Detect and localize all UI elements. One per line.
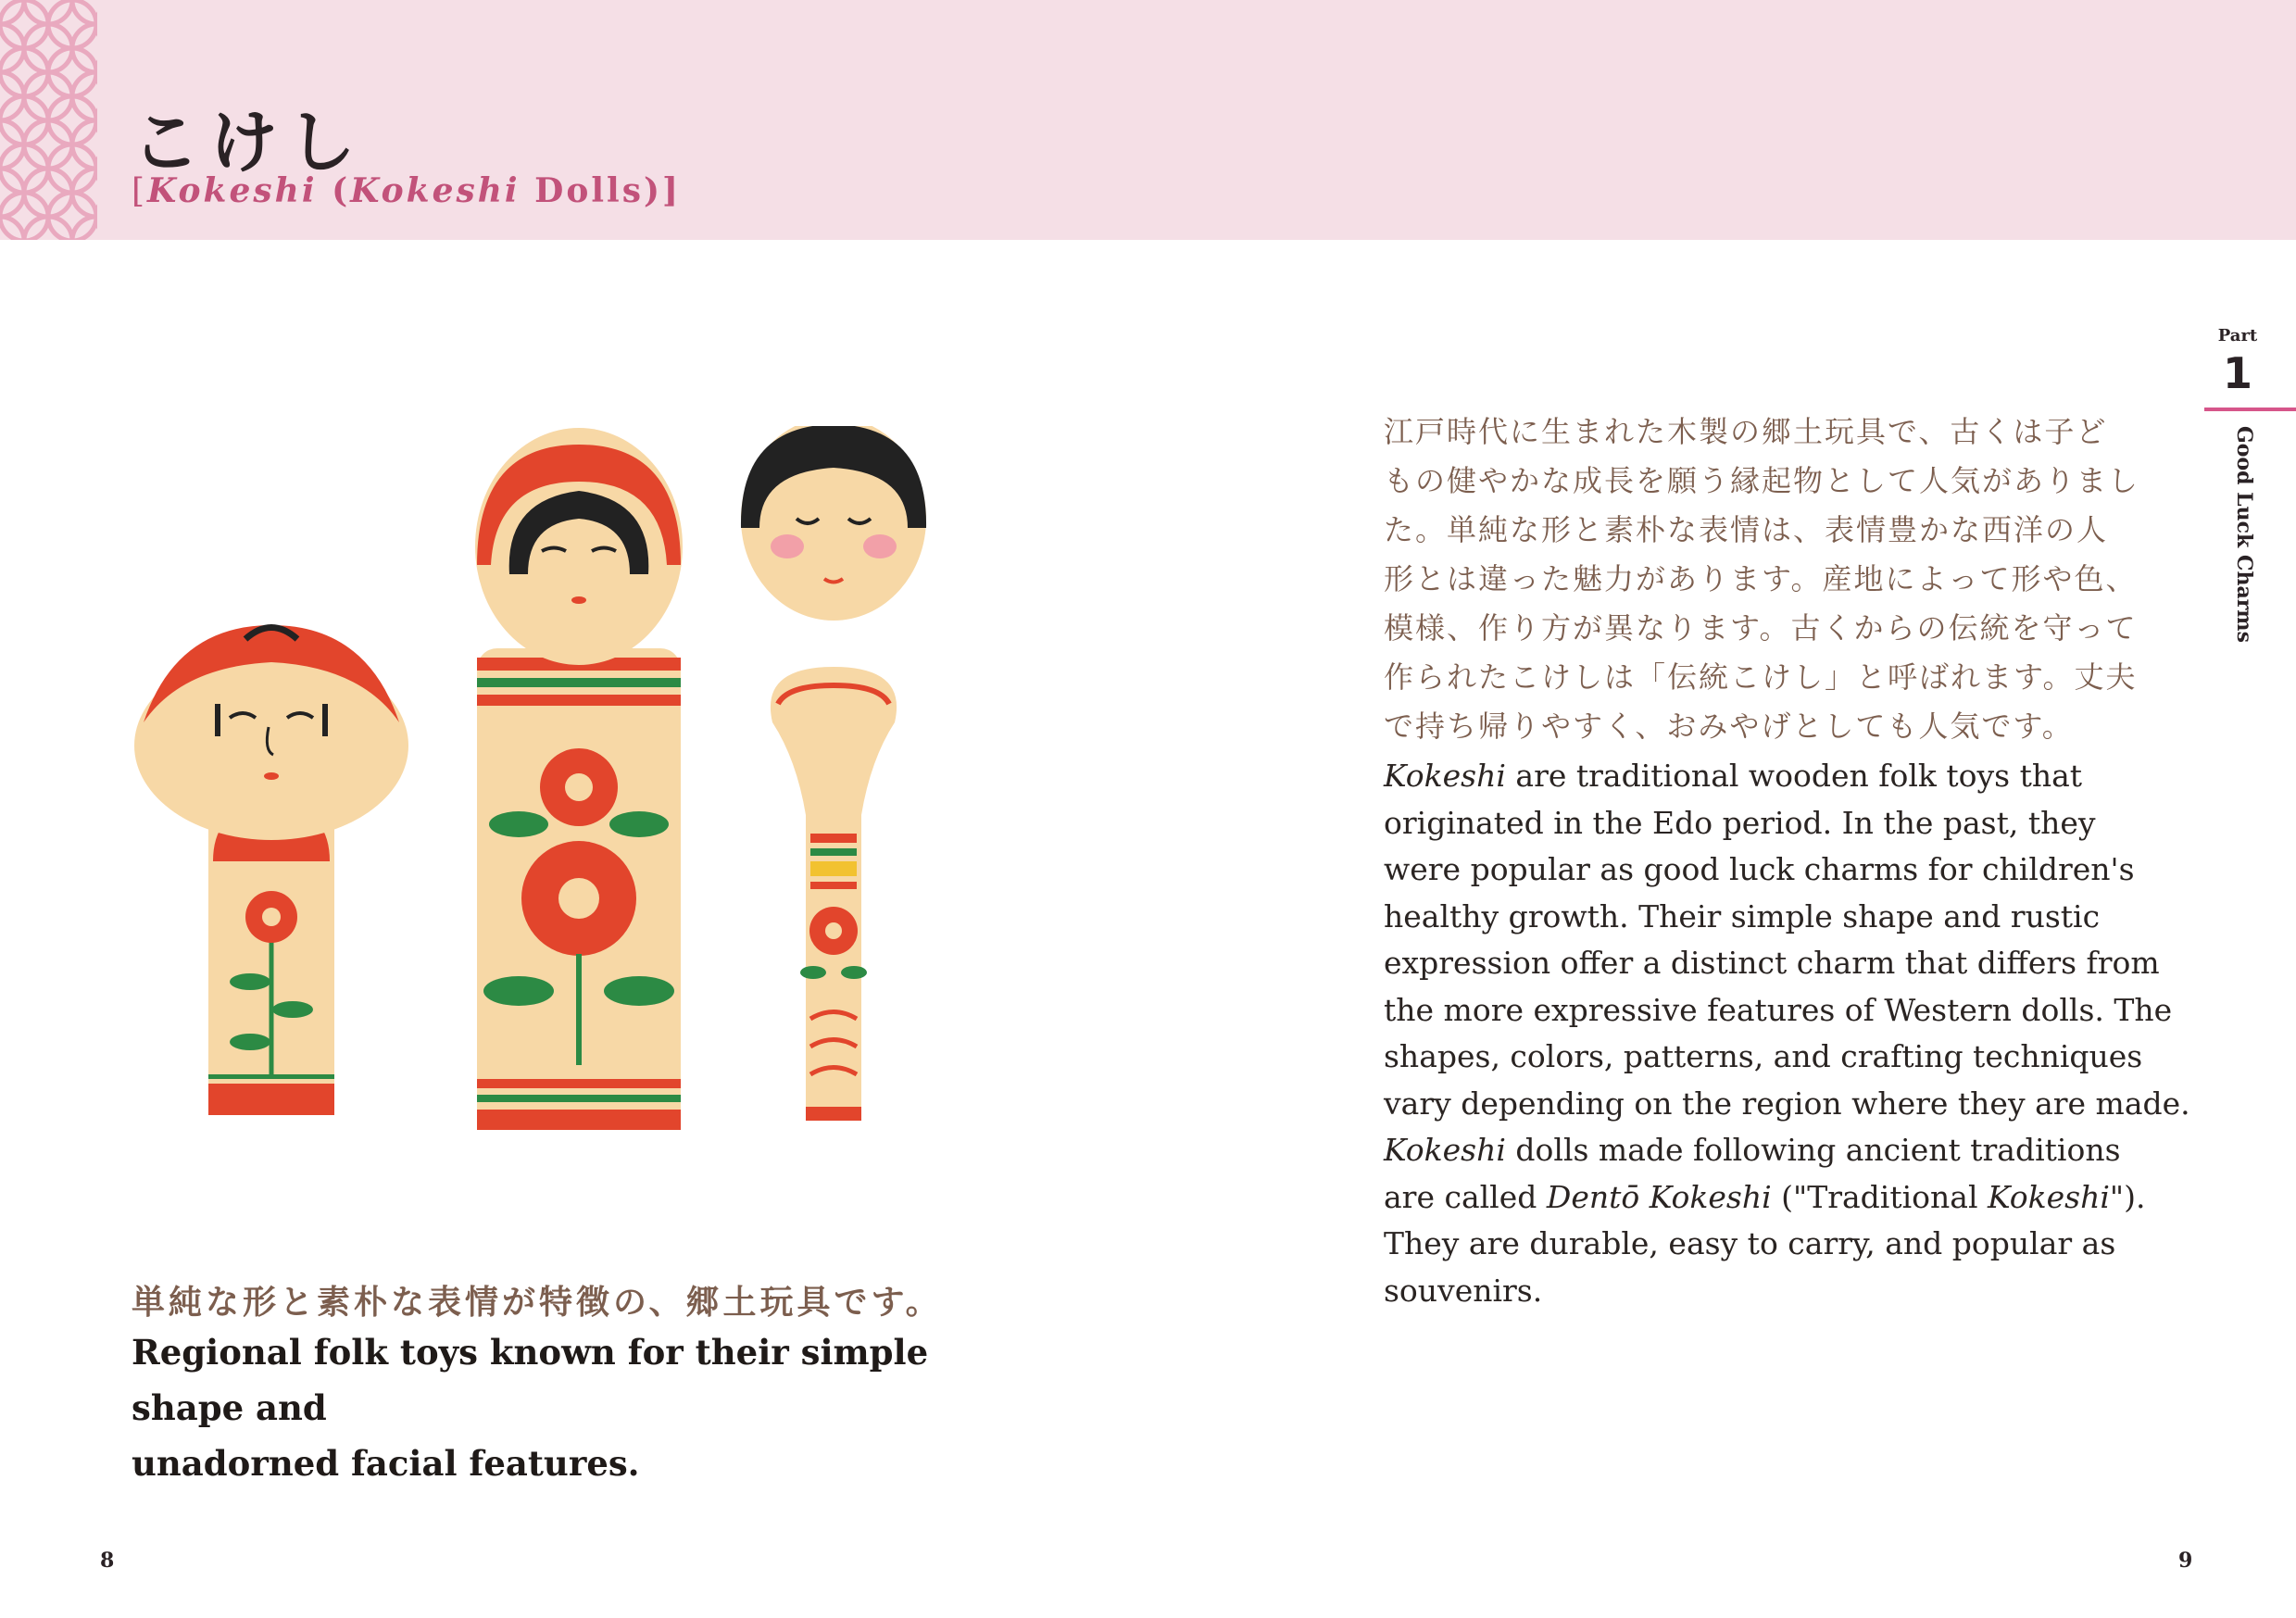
part-divider — [2204, 408, 2296, 411]
subtitle-open: [ — [132, 172, 148, 210]
body-japanese — [1384, 408, 2140, 751]
body-en-line: They are durable, easy to carry, and popular as — [1384, 1225, 2116, 1261]
body-en-emphasis: Kokeshi — [1384, 758, 1506, 794]
body-en-emphasis: Dentō Kokeshi — [1546, 1178, 1772, 1215]
body-en-line: souvenirs. — [1384, 1272, 1543, 1309]
body-en-text: ("Traditional — [1771, 1178, 1988, 1215]
kokeshi-doll-right — [741, 426, 926, 1121]
body-jp-line: た。単純な形と素朴な表情は、表情豊かな西洋の人 — [1384, 512, 2109, 547]
page-title: こけし — [132, 103, 365, 182]
body-english — [1384, 753, 2190, 1314]
body-en-line: healthy growth. Their simple shape and rustic — [1384, 897, 2101, 934]
body-en-text: are traditional wooden folk toys that — [1505, 758, 2083, 794]
body-en-line — [1384, 1174, 2146, 1222]
page-number-right: 9 — [2178, 1549, 2193, 1573]
body-jp-line: 形とは違った魅力があります。産地によって形や色、 — [1384, 561, 2138, 596]
kokeshi-doll-left — [134, 625, 408, 1115]
body-en-text: are called — [1384, 1178, 1547, 1215]
shippo-pattern — [0, 0, 97, 240]
part-number: 1 — [2222, 348, 2252, 398]
body-en-line: shapes, colors, patterns, and crafting techniques — [1384, 1038, 2143, 1074]
caption-english — [132, 1324, 1021, 1491]
body-en-line: originated in the Edo period. In the past, they — [1384, 804, 2096, 841]
page-number-left: 8 — [100, 1549, 115, 1573]
body-en-line: vary depending on the region where they are made. — [1384, 1085, 2190, 1122]
caption-english-line: Regional folk toys known for their simple shape and — [132, 1332, 929, 1428]
kokeshi-doll-middle — [475, 428, 683, 1130]
body-en-line: the more expressive features of Western dolls. The — [1384, 991, 2173, 1028]
body-en-line — [1384, 753, 2125, 800]
body-en-emphasis: Kokeshi — [1384, 1132, 1506, 1168]
section-tab: Good Luck Charms — [2232, 426, 2256, 643]
page-subtitle — [132, 171, 681, 210]
caption-english-line: unadorned facial features. — [132, 1443, 640, 1484]
body-jp-line: 模様、作り方が異なります。古くからの伝統を守って — [1384, 610, 2138, 646]
body-jp-line: 作られたこけしは「伝統こけし」と呼ばれます。丈夫 — [1384, 659, 2138, 695]
subtitle-word2: Kokeshi — [350, 171, 521, 210]
body-jp-line: もの健やかな成長を願う縁起物として人気がありまし — [1384, 463, 2140, 498]
subtitle-word1: Kokeshi — [147, 171, 318, 210]
body-en-line: expression offer a distinct charm that differs from — [1384, 945, 2160, 981]
body-en-text: dolls made following ancient traditions — [1505, 1132, 2121, 1168]
body-en-line — [1384, 1127, 2125, 1174]
body-en-text: "). — [2109, 1178, 2146, 1215]
body-en-line: were popular as good luck charms for children's — [1384, 851, 2135, 887]
part-label: Part — [2217, 326, 2258, 345]
kokeshi-illustration — [120, 426, 954, 1148]
subtitle-rest: Dolls)] — [520, 171, 682, 210]
subtitle-paren-open: ( — [317, 171, 351, 210]
body-en-emphasis: Kokeshi — [1988, 1178, 2110, 1215]
caption-japanese: 単純な形と素朴な表情が特徴の、郷土玩具です。 — [132, 1284, 943, 1322]
body-jp-line: 江戸時代に生まれた木製の郷土玩具で、古くは子ど — [1384, 414, 2108, 449]
body-jp-line: で持ち帰りやすく、おみやげとしても人気です。 — [1384, 709, 2074, 744]
